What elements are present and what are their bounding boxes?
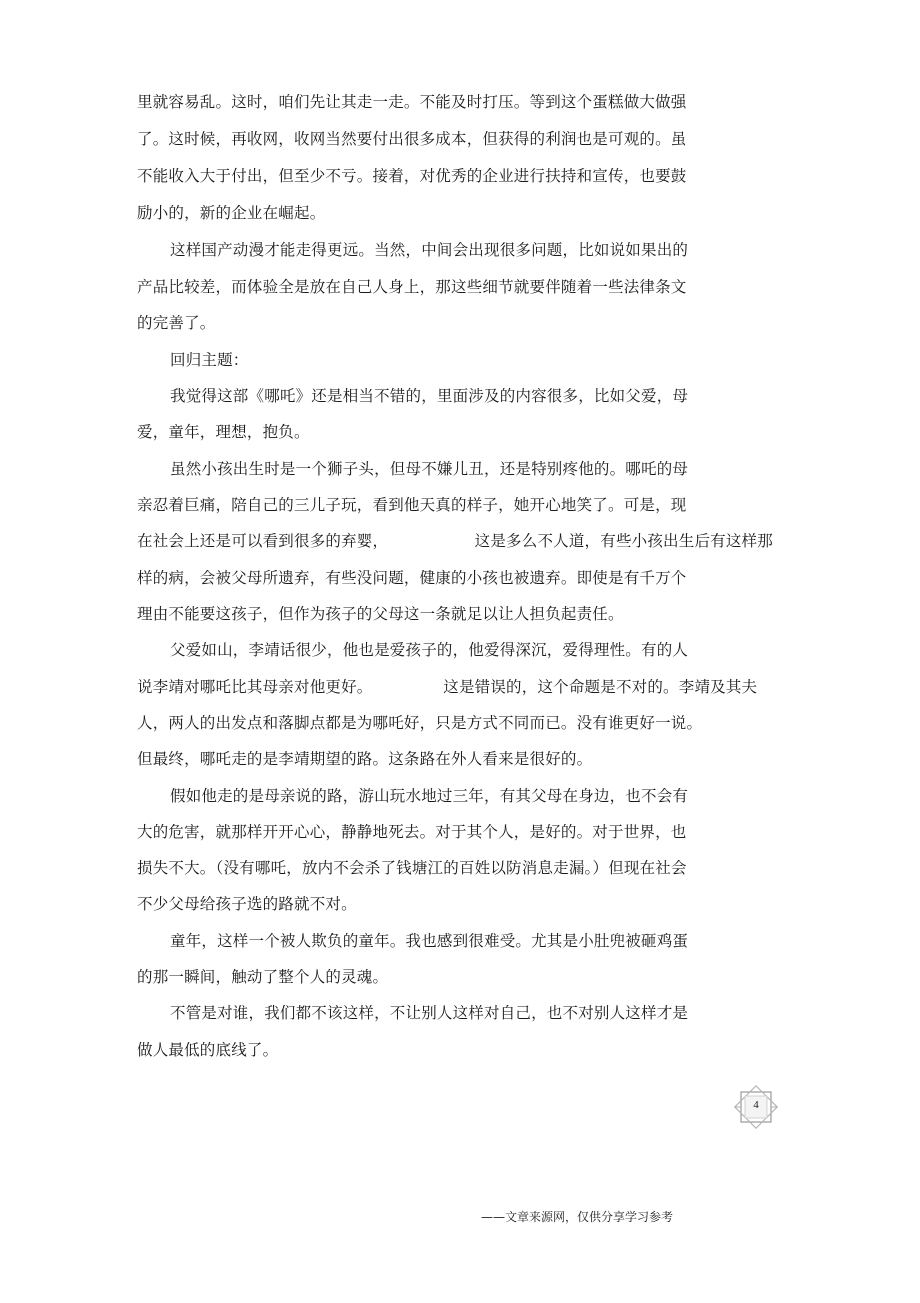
page-number-badge	[733, 1084, 779, 1130]
text-line: 损失不大。（没有哪吒，放内不会杀了钱塘江的百姓以防消息走漏。）但现在社会	[137, 859, 687, 877]
text-line: 做人最低的底线了。	[137, 1041, 279, 1059]
text-line: 但最终，哪吒走的是李靖期望的路。这条路在外人看来是很好的。	[137, 750, 593, 768]
text-line: 说李靖对哪吒比其母亲对他更好。 这是错误的，这个命题是不对的。李靖及其夫	[137, 678, 758, 696]
text-line: 产品比较差，而体验全是放在自己人身上，那这些细节就要伴随着一些法律条文	[137, 278, 687, 296]
text-line: 的完善了。	[137, 314, 216, 332]
text-line: 里就容易乱。这时，咱们先让其走一走。不能及时打压。等到这个蛋糕做大做强	[137, 93, 687, 111]
text-line: 这样国产动漫才能走得更远。当然，中间会出现很多问题，比如说如果出的	[170, 241, 689, 259]
text-line: 不能收入大于付出，但至少不亏。接着，对优秀的企业进行扶持和宣传，也要鼓	[137, 167, 687, 185]
footer-note: ——文章来源网，仅供分享学习参考	[481, 1210, 674, 1224]
text-line: 不少父母给孩子选的路就不对。	[137, 895, 357, 913]
text-line: 了。这时候，再收网，收网当然要付出很多成本，但获得的利润也是可观的。虽	[137, 130, 687, 148]
text-line: 亲忍着巨痛，陪自己的三儿子玩，看到他天真的样子，她开心地笑了。可是，现	[137, 496, 687, 514]
text-line: 的那一瞬间，触动了整个人的灵魂。	[137, 968, 389, 986]
text-line: 理由不能要这孩子，但作为孩子的父母这一条就足以让人担负起责任。	[137, 605, 624, 623]
text-line: 人，两人的出发点和落脚点都是为哪吒好，只是方式不同而已。没有谁更好一说。	[137, 714, 703, 732]
text-line: 大的危害，就那样开开心心，静静地死去。对于其个人，是好的。对于世界，也	[137, 823, 687, 841]
text-line: 假如他走的是母亲说的路，游山玩水地过三年，有其父母在身边，也不会有	[170, 787, 689, 805]
text-line: 在社会上还是可以看到很多的弃婴， 这是多么不人道，有些小孩出生后有这样那	[137, 532, 773, 550]
page-number: 4	[753, 1099, 759, 1111]
text-line: 虽然小孩出生时是一个狮子头，但母不嫌儿丑，还是特别疼他的。哪吒的母	[170, 460, 689, 478]
text-line: 回归主题：	[170, 351, 249, 369]
text-line: 童年，这样一个被人欺负的童年。我也感到很难受。尤其是小肚兜被砸鸡蛋	[170, 932, 689, 950]
text-line: 父爱如山，李靖话很少，他也是爱孩子的，他爱得深沉，爱得理性。有的人	[170, 641, 689, 659]
text-line: 励小的，新的企业在崛起。	[137, 204, 326, 222]
text-line: 样的病，会被父母所遗弃，有些没问题，健康的小孩也被遗弃。即使是有千万个	[137, 569, 687, 587]
text-line: 不管是对谁，我们都不该这样，不让别人这样对自己，也不对别人这样才是	[170, 1004, 689, 1022]
text-line: 爱，童年，理想，抱负。	[137, 423, 310, 441]
text-line: 我觉得这部《哪吒》还是相当不错的，里面涉及的内容很多，比如父爱，母	[170, 387, 689, 405]
